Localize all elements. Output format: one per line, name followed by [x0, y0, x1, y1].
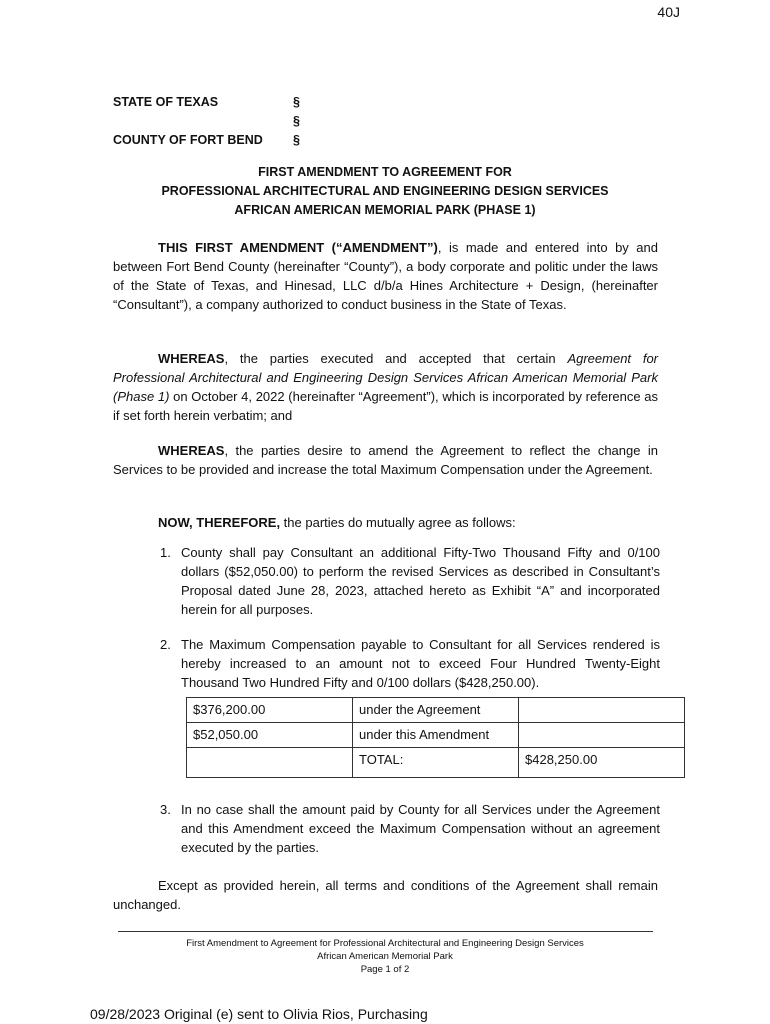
table-cell: $428,250.00	[519, 748, 685, 778]
compensation-table	[186, 697, 685, 778]
document-title	[0, 163, 770, 220]
footer-line-1: First Amendment to Agreement for Professional Architectural and Engineering Design Services	[186, 938, 584, 949]
list-number: 2.	[160, 637, 171, 652]
table-row	[187, 748, 685, 778]
list-text: In no case shall the amount paid by County for all Services under the Agreement and this Amendment exceed the Maximum Compensation without an agreement executed by the parties.	[181, 802, 660, 855]
section-mark: §	[293, 95, 300, 109]
venue-state: STATE OF TEXAS	[113, 95, 219, 109]
table-row	[187, 698, 685, 723]
footer-line-2: African American Memorial Park	[317, 951, 453, 962]
now-therefore-label: NOW, THEREFORE,	[158, 515, 281, 530]
title-line-1: FIRST AMENDMENT TO AGREEMENT FOR	[258, 165, 512, 179]
paragraph-whereas-2	[113, 441, 658, 479]
paragraph-text: , the parties executed and accepted that certain	[224, 351, 568, 366]
table-cell: under the Agreement	[353, 698, 519, 723]
list-text: County shall pay Consultant an additional Fifty-Two Thousand Fifty and 0/100 dollars ($52,050.00) to perform the revised Services as described in Consultant’s Proposal dated June 28, 2023, attached hereto as Exhibit “A” and incorporated herein for all purposes.	[181, 545, 660, 617]
table-cell: under this Amendment	[353, 723, 519, 748]
table-row	[187, 723, 685, 748]
footer-page-number: Page 1 of 2	[360, 964, 410, 975]
footer-divider	[118, 931, 653, 932]
paragraph-now-therefore	[113, 513, 658, 532]
list-item	[160, 543, 660, 619]
agreement-title: Agreement for Professional Architectural and Engineering Design Services African American Memorial Park (Phase 1)	[113, 351, 659, 404]
routing-stamp: 09/28/2023 Original (e) sent to Olivia Rios, Purchasing	[90, 1006, 428, 1022]
paragraph-closing	[113, 876, 658, 914]
list-item	[160, 800, 660, 857]
table-cell: $52,050.00	[187, 723, 353, 748]
paragraph-text: the parties do mutually agree as follows:	[280, 515, 516, 530]
table-cell: TOTAL:	[353, 748, 519, 778]
amendment-heading: THIS FIRST AMENDMENT (“AMENDMENT”)	[158, 240, 438, 255]
page-tag: 40J	[657, 4, 680, 20]
table-cell	[519, 698, 685, 723]
paragraph-text: on October 4, 2022 (hereinafter “Agreement”), which is incorporated by reference as if set forth herein verbatim; and	[113, 389, 658, 423]
paragraph-text: , is made and entered into by and between Fort Bend County (hereinafter “County”), a body corporate and politic under the laws of the State of Texas, and Hinesad, LLC d/b/a Hines Architecture + Design, (hereinafter “Consultant”), a company authorized to conduct business in the State of Texas.	[113, 240, 658, 312]
list-text: The Maximum Compensation payable to Consultant for all Services rendered is hereby increased to an amount not to exceed Four Hundred Twenty-Eight Thousand Two Hundred Fifty and 0/100 dollars ($428,250.00).	[181, 637, 660, 690]
paragraph-text: , the parties desire to amend the Agreement to reflect the change in Services to be provided and increase the total Maximum Compensation under the Agreement.	[113, 443, 658, 477]
list-number: 1.	[160, 545, 171, 560]
section-mark: §	[293, 114, 300, 128]
list-number: 3.	[160, 802, 171, 817]
venue-county: COUNTY OF FORT BEND	[113, 133, 263, 147]
section-mark: §	[293, 133, 300, 147]
title-line-3: AFRICAN AMERICAN MEMORIAL PARK (PHASE 1)	[234, 203, 536, 217]
paragraph-text: Except as provided herein, all terms and conditions of the Agreement shall remain unchanged.	[113, 878, 658, 912]
title-line-2: PROFESSIONAL ARCHITECTURAL AND ENGINEERING DESIGN SERVICES	[161, 184, 609, 198]
table-cell: $376,200.00	[187, 698, 353, 723]
list-item	[160, 635, 660, 692]
whereas-label: WHEREAS	[158, 351, 225, 366]
whereas-label: WHEREAS	[158, 443, 225, 458]
paragraph-whereas-1	[113, 349, 658, 425]
page-footer	[0, 937, 770, 976]
paragraph-preamble	[113, 238, 658, 314]
table-cell	[519, 723, 685, 748]
table-cell	[187, 748, 353, 778]
